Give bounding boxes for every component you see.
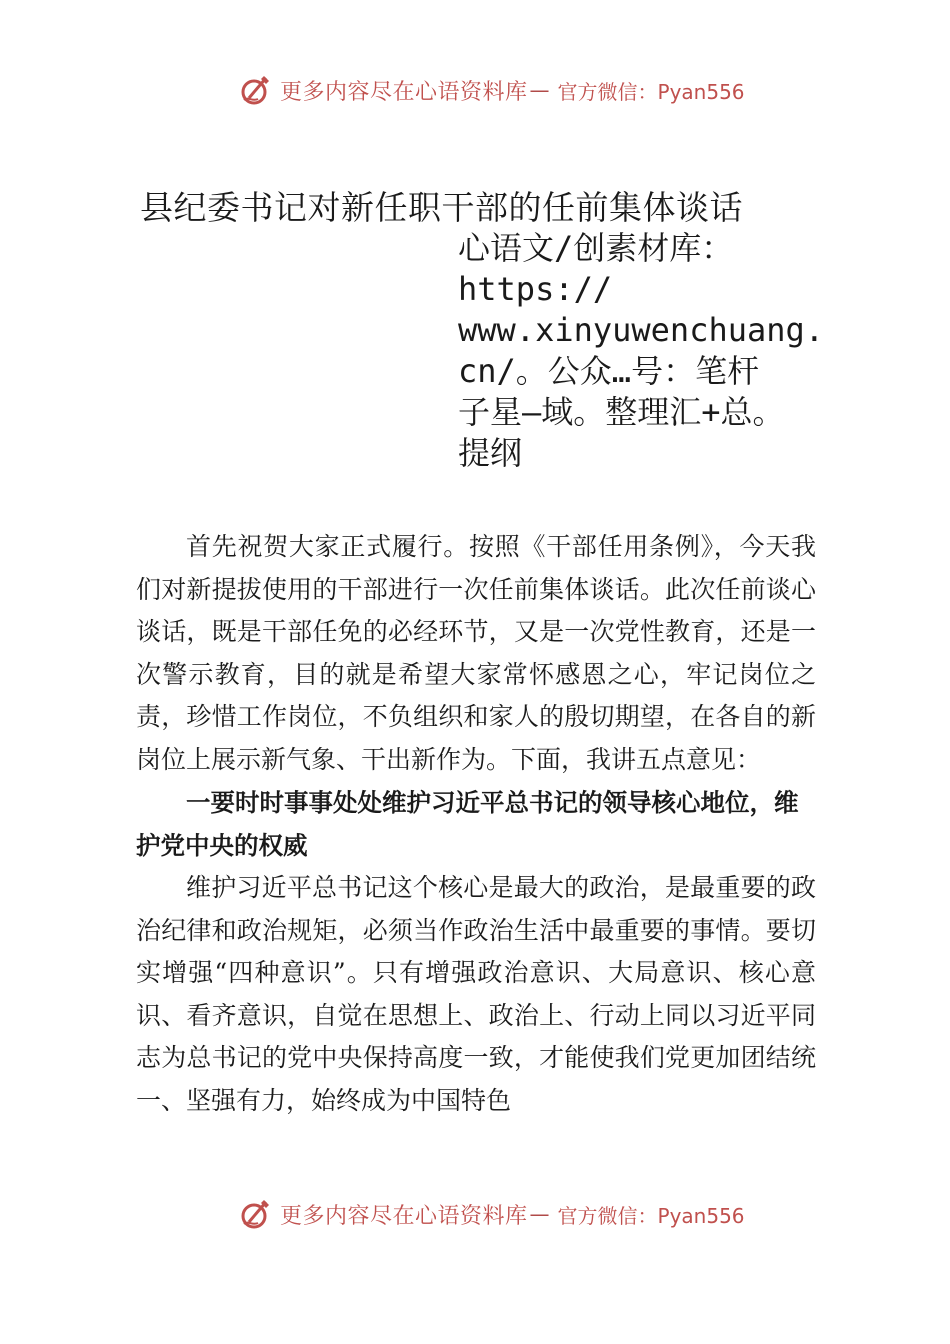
document-body [136, 526, 816, 1122]
source-line: 心语文/创素材库： [458, 229, 734, 267]
pen-logo-icon [238, 72, 274, 108]
section-heading: 一要时时事事处处维护习近平总书记的领导核心地位，维护党中央的权威 [136, 788, 799, 860]
footer-banner [0, 1194, 950, 1234]
pen-logo-icon [238, 1196, 274, 1232]
header-banner [0, 70, 950, 110]
banner-slogan: 更多内容尽在心语资料库 [280, 79, 528, 105]
banner-separator: — [529, 78, 550, 102]
banner-separator: — [529, 1202, 550, 1226]
banner-content [238, 1196, 745, 1232]
source-line: 提纲 [458, 434, 523, 472]
intro-paragraph: 首先祝贺大家正式履行。按照《干部任用条例》，今天我们对新提拔使用的干部进行一次任前集体谈话。此次任前谈心谈话，既是干部任免的必经环节，又是一次党性教育，还是一次警示教育，目的就是希望大家常怀感恩之心，牢记岗位之责，珍惜工作岗位，不负组织和家人的殷切期望，在各自的新岗位上展示新气象、干出新作为。下面，我讲五点意见： [136, 532, 816, 774]
banner-wechat: 官方微信：Pyan556 [557, 1203, 745, 1228]
source-line: 子星—域。整理汇+总。 [458, 393, 785, 431]
banner-wechat: 官方微信：Pyan556 [557, 79, 745, 104]
source-line: https:// [458, 270, 613, 308]
banner-content [238, 72, 745, 108]
document-title: 县纪委书记对新任职干部的任前集体谈话 [140, 188, 743, 227]
body-paragraph: 维护习近平总书记这个核心是最大的政治，是最重要的政治纪律和政治规矩，必须当作政治生活中最重要的事情。要切实增强“四种意识”。只有增强政治意识、大局意识、核心意识、看齐意识，自觉在思想上、政治上、行动上同以习近平同志为总书记的党中央保持高度一致，才能使我们党更加团结统一、坚强有力，始终成为中国特色 [136, 873, 816, 1115]
banner-slogan: 更多内容尽在心语资料库 [280, 1203, 528, 1229]
source-line: cn/。公众…号：笔杆 [458, 352, 760, 390]
source-line: www.xinyuwenchuang. [458, 311, 825, 349]
source-watermark-block [458, 228, 830, 474]
